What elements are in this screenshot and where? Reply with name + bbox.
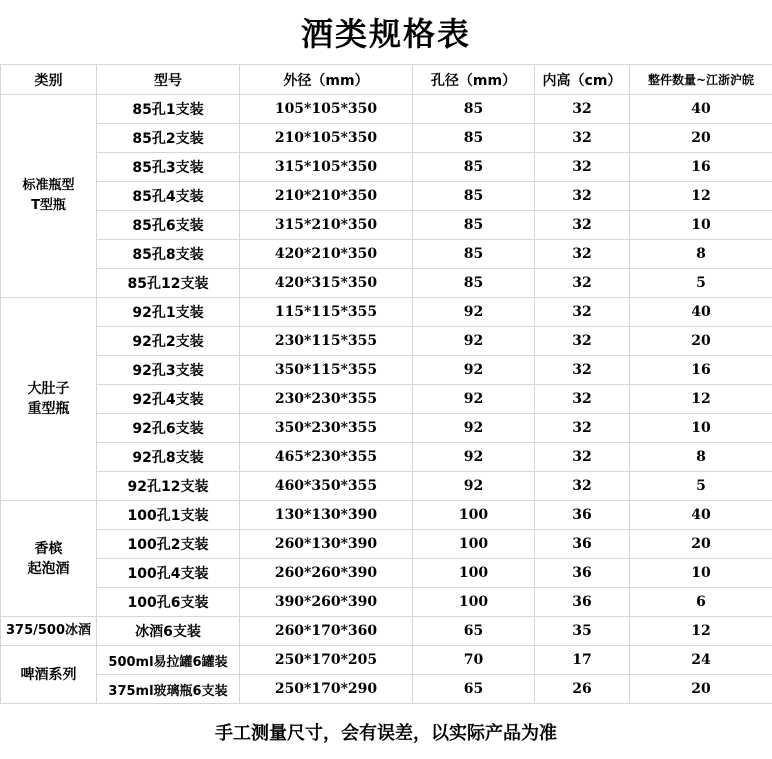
quantity-cell: 16 — [630, 153, 772, 182]
hole-diameter-cell: 85 — [413, 240, 535, 269]
quantity-cell: 5 — [630, 472, 772, 501]
hole-diameter-cell: 85 — [413, 95, 535, 124]
hole-diameter-cell: 85 — [413, 269, 535, 298]
hole-diameter-cell: 92 — [413, 443, 535, 472]
outer-size-cell: 130*130*390 — [240, 501, 413, 530]
table-row — [1, 588, 772, 617]
quantity-cell: 20 — [630, 530, 772, 559]
quantity-cell: 12 — [630, 385, 772, 414]
quantity-cell: 12 — [630, 182, 772, 211]
inner-height-cell: 35 — [535, 617, 630, 646]
model-cell: 100孔1支装 — [97, 501, 240, 530]
table-row — [1, 327, 772, 356]
table-row — [1, 414, 772, 443]
hole-diameter-cell: 70 — [413, 646, 535, 675]
header-category: 类别 — [1, 65, 97, 95]
model-cell: 92孔3支装 — [97, 356, 240, 385]
model-cell: 85孔2支装 — [97, 124, 240, 153]
outer-size-cell: 315*105*350 — [240, 153, 413, 182]
footer-note: 手工测量尺寸，会有误差，以实际产品为准 — [215, 722, 557, 744]
outer-size-cell: 210*105*350 — [240, 124, 413, 153]
quantity-cell: 20 — [630, 327, 772, 356]
model-cell: 100孔6支装 — [97, 588, 240, 617]
hole-diameter-cell: 65 — [413, 675, 535, 704]
table-row — [1, 240, 772, 269]
table-row — [1, 443, 772, 472]
header-hole-diameter: 孔径（mm） — [413, 65, 535, 95]
header-outer-size: 外径（mm） — [240, 65, 413, 95]
outer-size-cell: 105*105*350 — [240, 95, 413, 124]
category-line: 重型瓶 — [27, 401, 70, 417]
table-row — [1, 356, 772, 385]
outer-size-cell: 465*230*355 — [240, 443, 413, 472]
table-row — [1, 153, 772, 182]
quantity-cell: 16 — [630, 356, 772, 385]
header-quantity: 整件数量~江浙沪皖 — [630, 65, 772, 95]
hole-diameter-cell: 85 — [413, 211, 535, 240]
outer-size-cell: 230*115*355 — [240, 327, 413, 356]
hole-diameter-cell: 92 — [413, 298, 535, 327]
inner-height-cell: 32 — [535, 327, 630, 356]
hole-diameter-cell: 85 — [413, 153, 535, 182]
hole-diameter-cell: 92 — [413, 472, 535, 501]
quantity-cell: 20 — [630, 124, 772, 153]
table-row — [1, 269, 772, 298]
hole-diameter-cell: 100 — [413, 501, 535, 530]
model-cell: 92孔4支装 — [97, 385, 240, 414]
inner-height-cell: 26 — [535, 675, 630, 704]
model-cell: 500ml易拉罐6罐装 — [97, 646, 240, 675]
quantity-cell: 8 — [630, 443, 772, 472]
model-cell: 375ml玻璃瓶6支装 — [97, 675, 240, 704]
model-cell: 85孔3支装 — [97, 153, 240, 182]
hole-diameter-cell: 65 — [413, 617, 535, 646]
inner-height-cell: 32 — [535, 153, 630, 182]
model-cell: 92孔2支装 — [97, 327, 240, 356]
inner-height-cell: 32 — [535, 182, 630, 211]
category-line: 香槟 — [34, 540, 63, 557]
outer-size-cell: 115*115*355 — [240, 298, 413, 327]
quantity-cell: 12 — [630, 617, 772, 646]
outer-size-cell: 250*170*290 — [240, 675, 413, 704]
model-cell: 85孔6支装 — [97, 211, 240, 240]
outer-size-cell: 420*210*350 — [240, 240, 413, 269]
table-row — [1, 298, 772, 327]
model-cell: 92孔8支装 — [97, 443, 240, 472]
quantity-cell: 40 — [630, 95, 772, 124]
category-line: 起泡酒 — [27, 560, 70, 577]
outer-size-cell: 260*260*390 — [240, 559, 413, 588]
table-row — [1, 617, 772, 646]
category-cell — [1, 646, 97, 704]
outer-size-cell: 460*350*355 — [240, 472, 413, 501]
model-cell: 85孔1支装 — [97, 95, 240, 124]
inner-height-cell: 32 — [535, 414, 630, 443]
model-cell: 92孔6支装 — [97, 414, 240, 443]
spec-table — [0, 64, 772, 704]
quantity-cell: 10 — [630, 211, 772, 240]
inner-height-cell: 32 — [535, 95, 630, 124]
table-row — [1, 559, 772, 588]
category-line: 标准瓶型 — [22, 178, 75, 193]
outer-size-cell: 420*315*350 — [240, 269, 413, 298]
category-line: T型瓶 — [31, 198, 66, 213]
outer-size-cell: 315*210*350 — [240, 211, 413, 240]
quantity-cell: 20 — [630, 675, 772, 704]
table-row — [1, 182, 772, 211]
category-line: 啤酒系列 — [20, 666, 77, 683]
model-cell: 85孔12支装 — [97, 269, 240, 298]
category-cell — [1, 501, 97, 617]
inner-height-cell: 32 — [535, 211, 630, 240]
hole-diameter-cell: 100 — [413, 559, 535, 588]
inner-height-cell: 36 — [535, 588, 630, 617]
header-inner-height: 内高（cm） — [535, 65, 630, 95]
category-cell — [1, 617, 97, 646]
table-row — [1, 530, 772, 559]
hole-diameter-cell: 100 — [413, 588, 535, 617]
outer-size-cell: 350*115*355 — [240, 356, 413, 385]
model-cell: 100孔2支装 — [97, 530, 240, 559]
inner-height-cell: 32 — [535, 269, 630, 298]
quantity-cell: 10 — [630, 414, 772, 443]
table-row — [1, 211, 772, 240]
category-line: 大肚子 — [27, 381, 70, 397]
hole-diameter-cell: 85 — [413, 182, 535, 211]
category-cell — [1, 95, 97, 298]
inner-height-cell: 32 — [535, 298, 630, 327]
inner-height-cell: 36 — [535, 501, 630, 530]
outer-size-cell: 350*230*355 — [240, 414, 413, 443]
table-row — [1, 472, 772, 501]
quantity-cell: 40 — [630, 501, 772, 530]
outer-size-cell: 390*260*390 — [240, 588, 413, 617]
inner-height-cell: 32 — [535, 385, 630, 414]
table-row — [1, 646, 772, 675]
page-title: 酒类规格表 — [300, 15, 471, 53]
quantity-cell: 10 — [630, 559, 772, 588]
hole-diameter-cell: 92 — [413, 356, 535, 385]
header-row — [1, 65, 772, 95]
outer-size-cell: 210*210*350 — [240, 182, 413, 211]
hole-diameter-cell: 92 — [413, 385, 535, 414]
table-row — [1, 385, 772, 414]
table-row — [1, 95, 772, 124]
model-cell: 85孔8支装 — [97, 240, 240, 269]
outer-size-cell: 260*170*360 — [240, 617, 413, 646]
category-cell — [1, 298, 97, 501]
model-cell: 92孔12支装 — [97, 472, 240, 501]
hole-diameter-cell: 92 — [413, 327, 535, 356]
inner-height-cell: 32 — [535, 356, 630, 385]
model-cell: 冰酒6支装 — [97, 617, 240, 646]
model-cell: 92孔1支装 — [97, 298, 240, 327]
inner-height-cell: 32 — [535, 443, 630, 472]
header-model: 型号 — [97, 65, 240, 95]
category-line: 375/500冰酒 — [5, 623, 92, 638]
quantity-cell: 24 — [630, 646, 772, 675]
inner-height-cell: 17 — [535, 646, 630, 675]
quantity-cell: 40 — [630, 298, 772, 327]
table-body — [1, 95, 772, 704]
table-row — [1, 124, 772, 153]
quantity-cell: 8 — [630, 240, 772, 269]
quantity-cell: 6 — [630, 588, 772, 617]
table-row — [1, 675, 772, 704]
quantity-cell: 5 — [630, 269, 772, 298]
outer-size-cell: 230*230*355 — [240, 385, 413, 414]
outer-size-cell: 260*130*390 — [240, 530, 413, 559]
outer-size-cell: 250*170*205 — [240, 646, 413, 675]
model-cell: 100孔4支装 — [97, 559, 240, 588]
hole-diameter-cell: 100 — [413, 530, 535, 559]
hole-diameter-cell: 92 — [413, 414, 535, 443]
hole-diameter-cell: 85 — [413, 124, 535, 153]
inner-height-cell: 36 — [535, 530, 630, 559]
inner-height-cell: 32 — [535, 240, 630, 269]
inner-height-cell: 32 — [535, 124, 630, 153]
table-row — [1, 501, 772, 530]
inner-height-cell: 36 — [535, 559, 630, 588]
inner-height-cell: 32 — [535, 472, 630, 501]
model-cell: 85孔4支装 — [97, 182, 240, 211]
